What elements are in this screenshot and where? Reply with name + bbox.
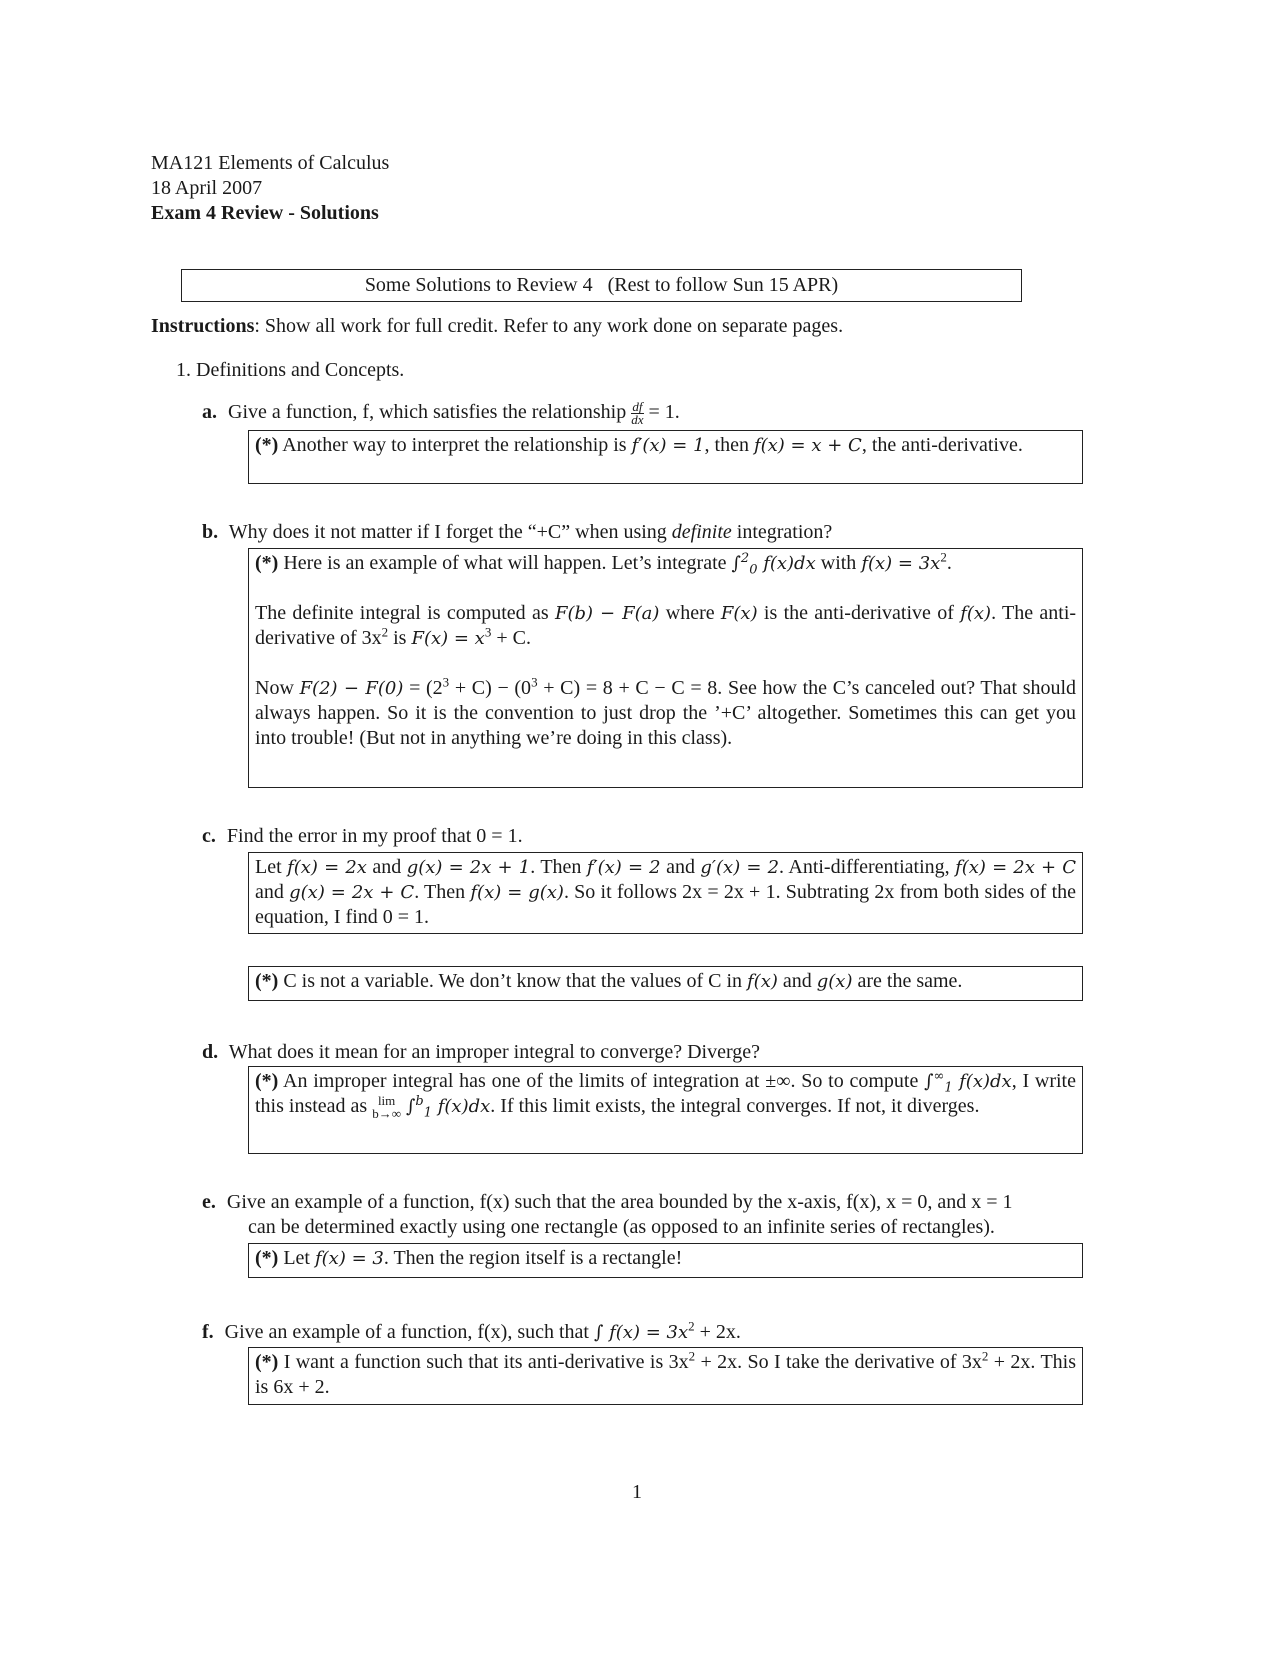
derivative-fraction [631, 398, 644, 427]
question-text-end: = 1. [648, 401, 680, 423]
question-e [202, 1190, 1013, 1215]
superscript: 2 [940, 549, 947, 565]
answer-marker: (*) [255, 434, 279, 456]
document-date: 18 April 2007 [151, 177, 263, 199]
proof-text: and [372, 856, 402, 878]
answer-box-c [248, 966, 1083, 1001]
answer-text: + 2x. This is 6x + 2. [255, 1351, 1077, 1398]
superscript: 3 [442, 674, 450, 690]
math-expression: g(x) = 2x + 1 [406, 857, 531, 878]
solutions-banner: Some Solutions to Review 4 (Rest to follow Sun 15 APR) [181, 269, 1022, 302]
question-text-end: + 2x. [699, 1321, 741, 1343]
proof-text: . Anti-differentiating, [779, 856, 950, 878]
answer-text: , then [704, 434, 749, 456]
document-title: Exam 4 Review - Solutions [151, 202, 379, 224]
section-heading: 1. Definitions and Concepts. [176, 359, 405, 381]
answer-text: I want a function such that its anti-derivative is 3x [283, 1351, 689, 1373]
answer-text: , I write this instead as [255, 1070, 1076, 1117]
question-text: Give an example of a function, f(x) such that the area bounded by the x-axis, f(x), x = 0, and x = 1 [226, 1191, 1013, 1213]
answer-box-f [248, 1347, 1083, 1405]
answer-text: Let [283, 1247, 310, 1269]
answer-text: where [665, 602, 715, 624]
fraction-denominator: dx [631, 411, 644, 427]
answer-text: Now [255, 677, 294, 699]
instructions [151, 314, 843, 339]
math-expression: f(x) = 3 [314, 1248, 384, 1269]
superscript: 2 [688, 1348, 696, 1364]
question-label: c. [202, 825, 216, 847]
proof-text: Let [255, 856, 282, 878]
question-a [202, 400, 680, 426]
fraction-numerator: df [632, 398, 643, 414]
question-f [202, 1320, 741, 1345]
answer-box-d [248, 1066, 1083, 1154]
math-expression: f(x)dx [437, 1096, 491, 1117]
math-expression: F(b) − F(a) [554, 603, 660, 624]
math-expression: f(x) = 3x [861, 553, 941, 574]
superscript: 2 [688, 1318, 695, 1334]
math-expression: F(2) − F(0) [299, 678, 404, 699]
answer-text: C is not a variable. We don’t know that the values of C in [283, 970, 743, 992]
answer-paragraph-2 [255, 601, 1076, 651]
proof-text: and [255, 881, 284, 903]
question-label: a. [202, 401, 217, 423]
math-expression: f(x)dx [959, 1071, 1012, 1092]
math-expression: g(x) [816, 971, 853, 992]
math-expression: g′(x) = 2 [700, 857, 780, 878]
page-number: 1 [632, 1481, 642, 1503]
integral-upper: 2 [740, 551, 750, 566]
document-header [151, 151, 389, 226]
math-expression: f(x) [960, 603, 992, 624]
integral-sign: ∫ [406, 1096, 416, 1117]
answer-text: is [393, 627, 407, 649]
answer-text: , the anti-derivative. [861, 434, 1023, 456]
proof-text: . Then [414, 881, 466, 903]
superscript: 3 [484, 624, 492, 640]
superscript: 3 [531, 674, 538, 690]
answer-text: See how the C’s canceled out? That should always happen. So it is the convention to just drop the ’+C’ altogether. Sometimes this can get you into trouble! (But not in anything we’re doing in this class). [255, 677, 1077, 749]
answer-text: + 2x. So I take the derivative of 3x [700, 1351, 982, 1373]
question-text: Why does it not matter if I forget the “+C” when using [228, 521, 667, 543]
course-name: MA121 Elements of Calculus [151, 152, 390, 174]
math-expression: f(x) = 3x [609, 1322, 689, 1343]
integral-lower: 1 [423, 1105, 432, 1121]
limit-label: lim [377, 1093, 396, 1109]
answer-marker: (*) [255, 1351, 279, 1373]
math-expression: + C) − (0 [454, 677, 532, 699]
question-e-continued: can be determined exactly using one rectangle (as opposed to an infinite series of rectangles). [248, 1216, 995, 1238]
superscript: 2 [381, 624, 389, 640]
math-expression: F(x) [720, 603, 758, 624]
proof-box-c [248, 852, 1083, 934]
answer-text: with [820, 552, 857, 574]
math-expression: + C) = 8 + C − C = 8. [543, 677, 723, 699]
proof-text: and [666, 856, 695, 878]
answer-box-b [248, 548, 1083, 788]
answer-text: . Then the region itself is a rectangle! [383, 1247, 683, 1269]
answer-text: The definite integral is computed as [255, 602, 549, 624]
math-expression: g(x) = 2x + C [289, 882, 415, 903]
answer-marker: (*) [255, 552, 279, 574]
question-emphasis: definite [671, 521, 732, 543]
answer-text: are the same. [857, 970, 963, 992]
question-text: Give an example of a function, f(x), such that [224, 1321, 589, 1343]
answer-marker: (*) [255, 970, 279, 992]
integral-upper: b [415, 1094, 424, 1109]
answer-text: An improper integral has one of the limits of integration at ±∞. So to compute [283, 1070, 919, 1092]
question-label: e. [202, 1191, 216, 1213]
answer-paragraph-3 [255, 676, 1076, 751]
question-text: Find the error in my proof that 0 = 1. [226, 825, 523, 847]
integral-upper: ∞ [933, 1069, 945, 1084]
integral-sign: ∫ [731, 553, 741, 574]
math-expression: f(x)dx [763, 553, 816, 574]
proof-text: . So it follows 2x = 2x + 1. Subtrating 2x from both sides of the equation, I find 0 = 1. [255, 881, 1077, 928]
math-expression: f(x) [747, 971, 778, 992]
answer-paragraph-1 [255, 551, 1076, 576]
math-expression: f(x) = x + C [753, 435, 862, 456]
question-text: What does it mean for an improper integral to converge? Diverge? [228, 1041, 761, 1063]
integral-sign: ∫ [924, 1071, 934, 1092]
integral-lower: 0 [749, 562, 758, 578]
answer-text: Another way to interpret the relationship is [282, 434, 627, 456]
question-label: f. [202, 1321, 214, 1343]
answer-box-a [248, 430, 1083, 484]
answer-marker: (*) [255, 1247, 279, 1269]
question-b [202, 520, 832, 545]
math-expression: f(x) = 2x + C [955, 857, 1077, 878]
math-expression: f(x) = 2x [287, 857, 367, 878]
proof-text: . Then [530, 856, 582, 878]
superscript: 2 [981, 1348, 989, 1364]
limit-subscript: b→∞ [372, 1106, 401, 1122]
answer-text: is the anti-derivative of [763, 602, 954, 624]
question-label: b. [202, 521, 219, 543]
integral-expression [594, 1322, 688, 1343]
integral-lower: 1 [944, 1080, 953, 1096]
integral-expression [406, 1094, 491, 1121]
math-expression: f′(x) = 1 [631, 435, 705, 456]
answer-box-e [248, 1243, 1083, 1278]
integral-sign: ∫ [594, 1322, 604, 1343]
question-text: Give a function, f, which satisfies the relationship [228, 401, 627, 423]
instructions-text: : Show all work for full credit. Refer to any work done on separate pages. [254, 315, 844, 337]
limit-operator [372, 1094, 401, 1120]
instructions-label: Instructions [151, 315, 255, 337]
question-label: d. [202, 1041, 219, 1063]
answer-marker: (*) [255, 1070, 279, 1092]
question-text-end: integration? [736, 521, 833, 543]
math-expression: F(x) = x [411, 628, 485, 649]
answer-text: + C. [496, 627, 531, 649]
math-expression: f′(x) = 2 [586, 857, 661, 878]
answer-text: and [782, 970, 812, 992]
answer-text: Here is an example of what will happen. Let’s integrate [283, 552, 727, 574]
answer-text: . [946, 552, 952, 574]
question-c [202, 824, 523, 849]
answer-text: . If this limit exists, the integral converges. If not, it diverges. [490, 1095, 980, 1117]
integral-expression [924, 1069, 1012, 1096]
math-expression: = (2 [409, 677, 443, 699]
math-expression: f(x) = g(x) [470, 882, 564, 903]
integral-expression [731, 551, 816, 578]
answer-text: . The anti-derivative of 3x [255, 602, 1077, 649]
question-d [202, 1040, 760, 1065]
